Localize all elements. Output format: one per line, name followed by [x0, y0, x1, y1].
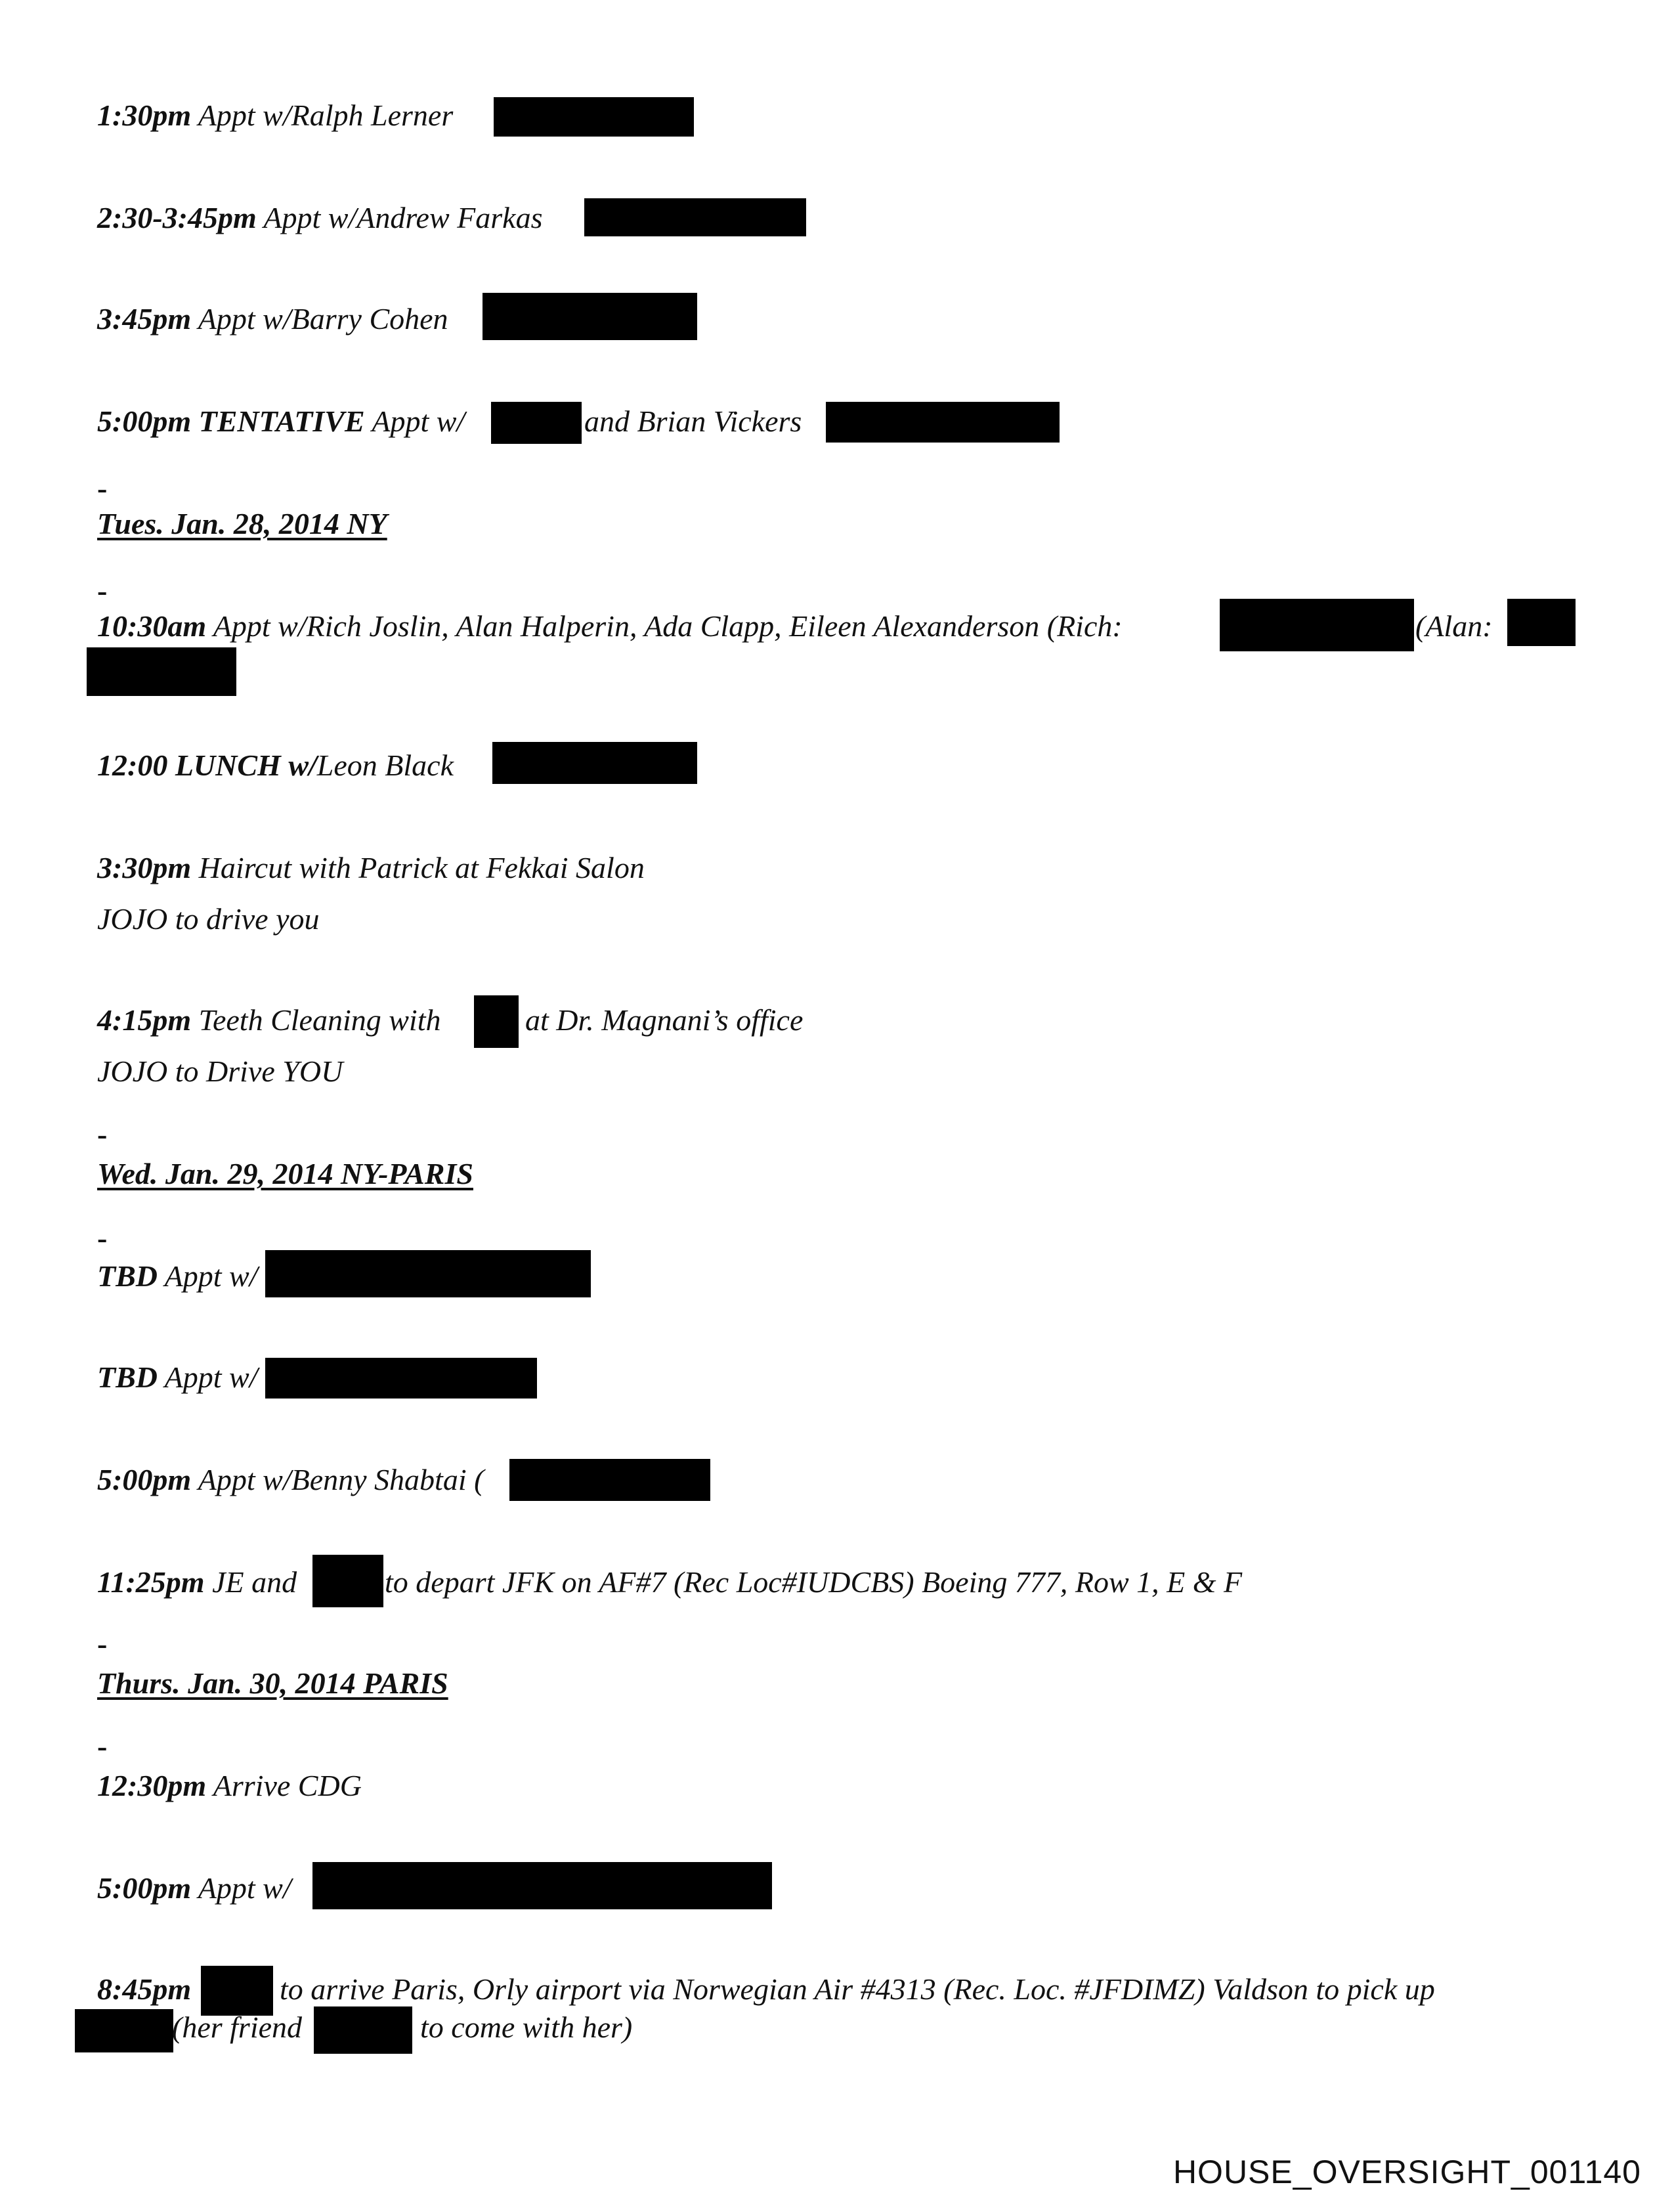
entry-time: 5:00pm TENTATIVE	[97, 404, 365, 438]
entry-text: Appt w/Benny Shabtai (	[198, 1463, 484, 1496]
entry-10-30am	[97, 608, 1123, 645]
separator-dash: -	[97, 471, 108, 505]
redaction	[312, 1862, 772, 1909]
entry-text-continued: and Brian Vickers	[584, 404, 802, 438]
bates-number: HOUSE_OVERSIGHT_001140	[1172, 2154, 1641, 2190]
redaction	[314, 2006, 412, 2054]
entry-5pm-benny	[97, 1462, 484, 1498]
entry-2-30pm	[97, 200, 542, 236]
entry-text: Appt w/Rich Joslin, Alan Halperin, Ada Clapp, Eileen Alexanderson (Rich:	[213, 609, 1123, 643]
entry-text: Arrive CDG	[213, 1769, 362, 1802]
entry-note: JOJO to drive you	[97, 902, 320, 936]
separator-dash: -	[97, 1117, 108, 1151]
redaction	[826, 402, 1060, 443]
entry-text: Appt w/Barry Cohen	[198, 302, 448, 336]
entry-time: 5:00pm	[97, 1463, 192, 1496]
redaction	[1507, 599, 1576, 646]
redaction	[265, 1358, 537, 1399]
entry-5pm-paris	[97, 1870, 291, 1907]
entry-text-continued: to arrive Paris, Orly airport via Norwegian Air #4313 (Rec. Loc. #JFDIMZ) Valdson to pick up	[280, 1972, 1435, 2006]
entry-text: Teeth Cleaning with	[198, 1003, 441, 1037]
entry-3-30pm	[97, 850, 645, 886]
entry-8-45pm	[97, 1971, 191, 2008]
day-header-thurs: Thurs. Jan. 30, 2014 PARIS	[97, 1666, 448, 1700]
redaction	[509, 1459, 710, 1501]
entry-note: JOJO to Drive YOU	[97, 1054, 343, 1088]
entry-text: Appt w/	[164, 1259, 258, 1293]
entry-time: TBD	[97, 1360, 158, 1394]
entry-time: 12:00 LUNCH w/	[97, 748, 317, 782]
entry-5pm-tentative	[97, 403, 465, 440]
entry-12-lunch	[97, 747, 454, 784]
redaction	[75, 2009, 173, 2052]
entry-text: Leon Black	[316, 748, 454, 782]
redaction	[474, 995, 519, 1048]
entry-text: Appt w/	[164, 1360, 258, 1394]
redaction	[87, 647, 236, 696]
separator-dash: -	[97, 1729, 108, 1763]
entry-12-30pm	[97, 1767, 362, 1804]
entry-time: 8:45pm	[97, 1972, 192, 2006]
entry-text: Haircut with Patrick at Fekkai Salon	[198, 851, 645, 884]
separator-dash: -	[97, 574, 108, 607]
redaction	[1220, 599, 1414, 651]
redaction	[584, 198, 806, 236]
entry-time: TBD	[97, 1259, 158, 1293]
entry-text: JE and	[212, 1565, 297, 1599]
entry-time: 5:00pm	[97, 1871, 192, 1905]
entry-text-continued: to depart JFK on AF#7 (Rec Loc#IUDCBS) Boeing 777, Row 1, E & F	[385, 1565, 1243, 1599]
redaction	[492, 742, 697, 784]
entry-1-30pm	[97, 97, 453, 134]
entry-time: 10:30am	[97, 609, 207, 643]
redaction	[265, 1250, 591, 1297]
entry-time: 2:30-3:45pm	[97, 201, 257, 234]
redaction	[312, 1555, 383, 1607]
redaction	[483, 293, 697, 340]
entry-11-25pm	[97, 1564, 297, 1601]
entry-text: Appt w/	[198, 1871, 291, 1905]
entry-time: 1:30pm	[97, 98, 192, 132]
entry-time: 11:25pm	[97, 1565, 205, 1599]
redaction	[201, 1966, 273, 2016]
separator-dash: -	[97, 1627, 108, 1660]
entry-time: 12:30pm	[97, 1769, 207, 1802]
entry-time: 3:30pm	[97, 851, 192, 884]
entry-tbd-1	[97, 1258, 258, 1295]
entry-4-15pm	[97, 1002, 441, 1039]
entry-tbd-2	[97, 1359, 258, 1396]
day-header-wed: Wed. Jan. 29, 2014 NY-PARIS	[97, 1157, 473, 1190]
entry-text: Appt w/Andrew Farkas	[263, 201, 543, 234]
entry-text-continued: to come with her)	[420, 2010, 633, 2044]
entry-text-continued: (Alan:	[1415, 609, 1493, 643]
redaction	[491, 402, 582, 444]
separator-dash: -	[97, 1221, 108, 1255]
entry-text: Appt w/Ralph Lerner	[198, 98, 454, 132]
entry-time: 3:45pm	[97, 302, 192, 336]
entry-3-45pm	[97, 301, 448, 337]
entry-text: Appt w/	[372, 404, 465, 438]
redaction	[494, 97, 694, 137]
entry-text-continued: (her friend	[172, 2010, 303, 2044]
entry-text-continued: at Dr. Magnani’s office	[525, 1003, 804, 1037]
day-header-tues: Tues. Jan. 28, 2014 NY	[97, 507, 387, 540]
entry-time: 4:15pm	[97, 1003, 192, 1037]
